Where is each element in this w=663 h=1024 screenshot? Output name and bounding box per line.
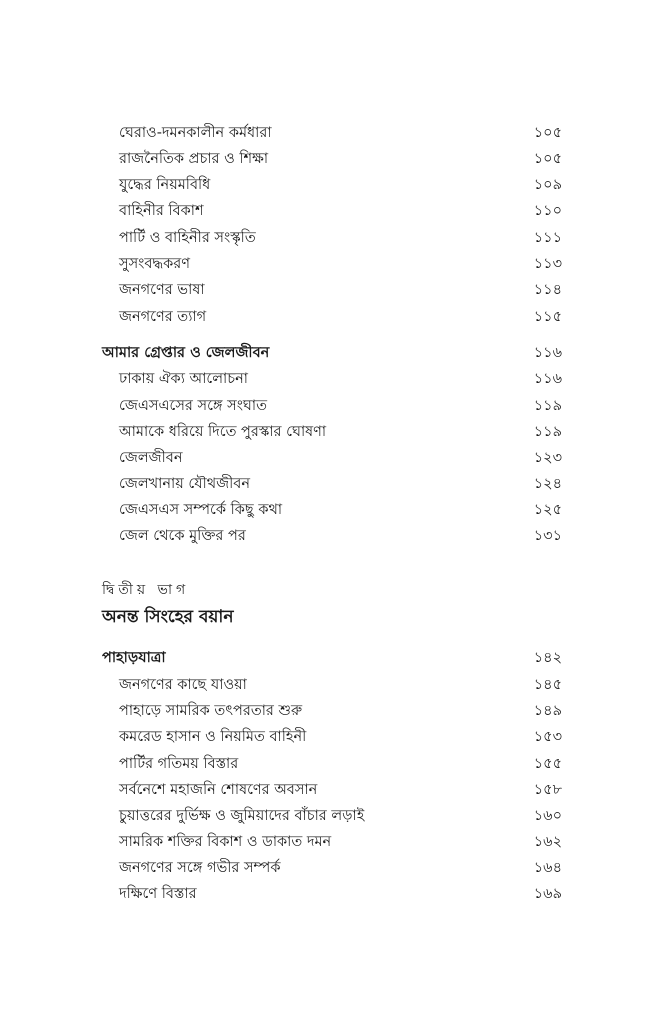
toc-entry[interactable]: [102, 803, 562, 829]
toc-entry-page: ১১০: [533, 203, 562, 219]
toc-entry-title: সর্বনেশে মহাজনি শোষণের অবসান: [119, 782, 318, 798]
toc-entry-title: পার্টির গতিময় বিস্তার: [119, 756, 239, 772]
toc-entry-page: ১১৯: [533, 398, 562, 414]
toc-entry-page: ১৬০: [533, 808, 562, 824]
toc-chapter-arrest[interactable]: [102, 340, 562, 366]
toc-chapter-hills[interactable]: [102, 645, 562, 671]
toc-entry[interactable]: [102, 777, 562, 803]
toc-entry-title: জেএসএসের সঙ্গে সংঘাত: [119, 398, 267, 414]
part-label: দ্বিতীয় ভাগ: [102, 582, 190, 598]
toc-entry[interactable]: [102, 251, 562, 277]
toc-entry-page: ১১৫: [533, 309, 562, 325]
toc-entry-title: জেল থেকে মুক্তির পর: [119, 528, 246, 544]
toc-entry-page: ১৩১: [533, 528, 562, 544]
toc-entry-page: ১১৩: [533, 256, 562, 272]
toc-entry-page: ১৪৯: [533, 703, 562, 719]
toc-entry-page: ১২৫: [533, 502, 562, 518]
toc-entry-title: রাজনৈতিক প্রচার ও শিক্ষা: [119, 151, 269, 167]
toc-entry-title: পাহাড়ে সামরিক তৎপরতার শুরু: [119, 703, 303, 719]
toc-entry[interactable]: [102, 277, 562, 303]
toc-entry-page: ১২৪: [533, 476, 562, 492]
toc-entry-page: ১০৫: [533, 151, 562, 167]
toc-entry-title: যুদ্ধের নিয়মবিধি: [119, 177, 211, 193]
toc-entry-page: ১১৪: [533, 282, 562, 298]
toc-entry[interactable]: [102, 523, 562, 549]
toc-entry-page: ১২৩: [533, 450, 562, 466]
toc-entry-page: ১৬৯: [533, 886, 562, 902]
toc-entry[interactable]: [102, 672, 562, 698]
toc-entry-page: ১১১: [533, 230, 562, 246]
toc-entry-title: সুসংবদ্ধকরণ: [119, 256, 190, 272]
toc-entry-page: ১০৯: [533, 177, 562, 193]
toc-entry-title: আমাকে ধরিয়ে দিতে পুরস্কার ঘোষণা: [119, 424, 327, 440]
toc-entry[interactable]: [102, 471, 562, 497]
toc-entry[interactable]: [102, 419, 562, 445]
toc-entry-title: জনগণের ত্যাগ: [119, 309, 207, 325]
toc-entry-page: ১৬৪: [533, 860, 562, 876]
part-title: অনন্ত সিংহের বয়ান: [102, 607, 234, 627]
toc-entry-page: ১৫৮: [533, 782, 562, 798]
toc-entry-title: পার্টি ও বাহিনীর সংস্কৃতি: [119, 230, 256, 246]
toc-entry[interactable]: [102, 120, 562, 146]
toc-chapter-page: ১৪২: [533, 650, 562, 666]
toc-entry[interactable]: [102, 225, 562, 251]
toc-chapter-title: পাহাড়যাত্রা: [102, 650, 166, 666]
toc-entry-title: জেলজীবন: [119, 450, 183, 466]
toc-entry-title: জনগণের ভাষা: [119, 282, 205, 298]
toc-entry-title: জনগণের কাছে যাওয়া: [119, 677, 247, 693]
toc-entry[interactable]: [102, 146, 562, 172]
toc-entry[interactable]: [102, 366, 562, 392]
toc-chapter-page: ১১৬: [533, 345, 562, 361]
toc-entry[interactable]: [102, 304, 562, 330]
toc-entry-title: জনগণের সঙ্গে গভীর সম্পর্ক: [119, 860, 281, 876]
toc-entry[interactable]: [102, 881, 562, 907]
toc-entry-title: ঢাকায় ঐক্য আলোচনা: [119, 371, 248, 387]
toc-entry-page: ১৫৫: [533, 756, 562, 772]
toc-entry[interactable]: [102, 445, 562, 471]
toc-entry[interactable]: [102, 393, 562, 419]
toc-entry-title: চুয়াত্তরের দুর্ভিক্ষ ও জুমিয়াদের বাঁচার লড়াই: [119, 808, 365, 824]
toc-chapter-title: আমার গ্রেপ্তার ও জেলজীবন: [102, 345, 270, 361]
toc-entry[interactable]: [102, 172, 562, 198]
toc-entry[interactable]: [102, 751, 562, 777]
toc-entry-title: কমরেড হাসান ও নিয়মিত বাহিনী: [119, 729, 307, 745]
toc-entry-page: ১৫৩: [533, 729, 562, 745]
toc-entry[interactable]: [102, 724, 562, 750]
toc-entry-title: জেলখানায় যৌথজীবন: [119, 476, 251, 492]
toc-entry-title: বাহিনীর বিকাশ: [119, 203, 204, 219]
toc-entry-page: ১১৯: [533, 424, 562, 440]
toc-entry[interactable]: [102, 855, 562, 881]
toc-entry-title: সামরিক শক্তির বিকাশ ও ডাকাত দমন: [119, 834, 332, 850]
toc-entry-title: ঘেরাও-দমনকালীন কর্মধারা: [119, 125, 272, 141]
toc-entry-title: দক্ষিণে বিস্তার: [119, 886, 197, 902]
toc-entry[interactable]: [102, 698, 562, 724]
toc-entry-page: ১৪৫: [533, 677, 562, 693]
toc-entry[interactable]: [102, 198, 562, 224]
toc-entry-page: ১৬২: [533, 834, 562, 850]
toc-entry[interactable]: [102, 497, 562, 523]
toc-entry[interactable]: [102, 829, 562, 855]
toc-entry-page: ১০৫: [533, 125, 562, 141]
toc-entry-page: ১১৬: [533, 371, 562, 387]
toc-entry-title: জেএসএস সম্পর্কে কিছু কথা: [119, 502, 283, 518]
